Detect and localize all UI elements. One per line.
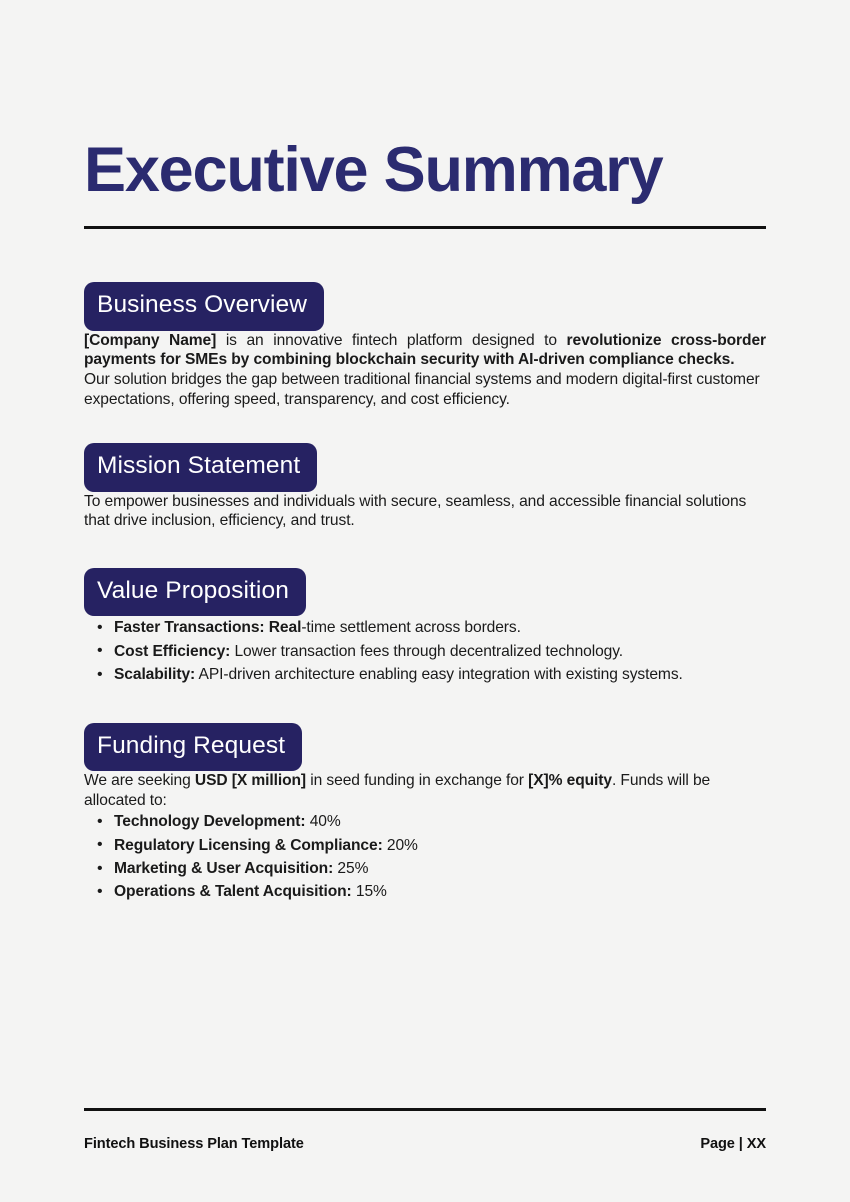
list-item (84, 616, 766, 639)
footer-document-name: Fintech Business Plan Template (84, 1136, 304, 1152)
funding-request-paragraph (84, 771, 766, 810)
funding-text-part1: We are seeking (84, 772, 195, 790)
section-mission-statement (84, 443, 766, 492)
list-item-label: Scalability: (114, 666, 196, 684)
list-item-label: Faster Transactions: Real (114, 619, 302, 637)
list-item (84, 810, 766, 833)
footer-divider (84, 1108, 766, 1111)
list-item (84, 834, 766, 857)
list-item-value: 40% (305, 813, 341, 831)
page-title: Executive Summary (84, 135, 663, 205)
page-content (84, 0, 766, 904)
list-item (84, 663, 766, 686)
list-item-value: 15% (351, 883, 387, 901)
value-proposition-list (84, 616, 766, 686)
business-overview-bridge-paragraph: Our solution bridges the gap between traditional financial systems and modern digital-first customer expectations, offering speed, transparency, and cost efficiency. (84, 370, 760, 408)
page-footer (84, 1108, 766, 1152)
intro-middle-text: is an innovative fintech platform designed to (216, 331, 567, 349)
list-item-value: 20% (382, 836, 418, 854)
list-item-label: Marketing & User Acquisition: (114, 860, 334, 878)
list-item-value: 25% (333, 860, 369, 878)
section-heading-badge-mission-statement: Mission Statement (84, 443, 317, 492)
intro-bold-tail: revolutionize cross-border payments for SMEs by combining blockchain security with AI-driven compliance checks. (84, 331, 766, 369)
list-item-text: Lower transaction fees through decentralized technology. (230, 642, 624, 660)
section-heading-badge-value-proposition: Value Proposition (84, 568, 306, 617)
list-item-label: Technology Development: (114, 813, 306, 831)
funding-amount: USD [X million] (194, 772, 307, 790)
section-heading-badge-business-overview: Business Overview (84, 282, 324, 331)
list-item (84, 640, 766, 663)
title-divider (84, 226, 766, 229)
funding-equity: [X]% equity (528, 772, 612, 790)
section-business-overview (84, 282, 766, 331)
list-item-label: Cost Efficiency: (114, 642, 231, 660)
mission-statement-paragraph: To empower businesses and individuals with secure, seamless, and accessible financial solutions that drive inclusion, efficiency, and trust. (84, 492, 747, 530)
list-item-text: API-driven architecture enabling easy integration with existing systems. (195, 666, 683, 684)
business-overview-intro-paragraph (84, 331, 766, 370)
funding-allocation-list (84, 810, 766, 904)
footer-row (84, 1136, 766, 1152)
list-item-text: -time settlement across borders. (301, 619, 521, 637)
list-item-label: Regulatory Licensing & Compliance: (114, 836, 383, 854)
list-item (84, 857, 766, 880)
section-value-proposition (84, 568, 766, 617)
section-funding-request (84, 723, 766, 772)
section-heading-badge-funding-request: Funding Request (84, 723, 302, 772)
funding-text-part3: . Funds will be allocated to: (84, 772, 711, 809)
funding-text-part2: in seed funding in exchange for (306, 772, 529, 790)
footer-page-number: Page | XX (700, 1136, 766, 1152)
list-item (84, 880, 766, 903)
intro-company-name: [Company Name] (84, 331, 217, 349)
list-item-label: Operations & Talent Acquisition: (114, 883, 352, 901)
